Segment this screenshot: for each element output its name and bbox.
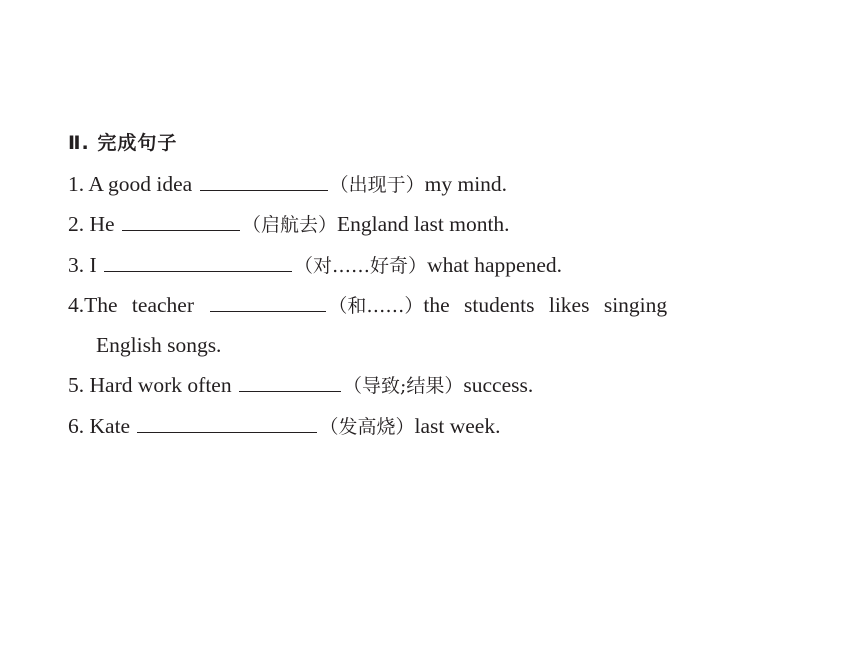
sentence-start: Hard work often [89, 373, 232, 397]
sentence-start: He [89, 212, 115, 236]
answer-blank-4[interactable] [210, 291, 326, 312]
sentence-item-5 [68, 371, 533, 400]
sentence-start: Kate [89, 414, 131, 438]
answer-blank-6[interactable] [137, 412, 317, 433]
sentence-end: last week. [414, 414, 501, 438]
item-number: 6. [68, 414, 85, 438]
chinese-hint: （出现于） [329, 174, 425, 196]
chinese-hint: （发高烧） [319, 416, 415, 438]
sentence-item-4 [68, 291, 667, 320]
chinese-hint: （启航去） [241, 214, 337, 236]
answer-blank-1[interactable] [200, 170, 328, 191]
sentence-end: my mind. [424, 172, 508, 196]
sentence-item-4-continuation [96, 331, 221, 359]
sentence-item-2 [68, 210, 510, 239]
sentence-end: the students likes singing [423, 293, 668, 317]
answer-blank-5[interactable] [239, 371, 341, 392]
answer-blank-2[interactable] [122, 210, 240, 231]
chinese-hint: （和……） [328, 295, 424, 317]
sentence-continuation: English songs. [96, 333, 222, 357]
item-number: 1. [68, 172, 85, 196]
chinese-hint: （对……好奇） [294, 255, 428, 277]
sentence-start: The teacher [84, 293, 194, 317]
sentence-start: I [89, 253, 97, 277]
sentence-end: success. [463, 373, 534, 397]
sentence-item-1 [68, 170, 507, 199]
sentence-item-3 [68, 251, 562, 280]
item-number: 5. [68, 373, 85, 397]
chinese-hint: （导致;结果） [342, 375, 464, 397]
section-heading: Ⅱ. 完成句子 [68, 132, 178, 154]
sentence-end: what happened. [427, 253, 562, 277]
sentence-item-6 [68, 412, 500, 441]
item-number: 3. [68, 253, 85, 277]
item-number: 2. [68, 212, 85, 236]
sentence-start: A good idea [88, 172, 193, 196]
sentence-end: England last month. [336, 212, 510, 236]
answer-blank-3[interactable] [104, 251, 292, 272]
item-number: 4. [68, 293, 85, 317]
